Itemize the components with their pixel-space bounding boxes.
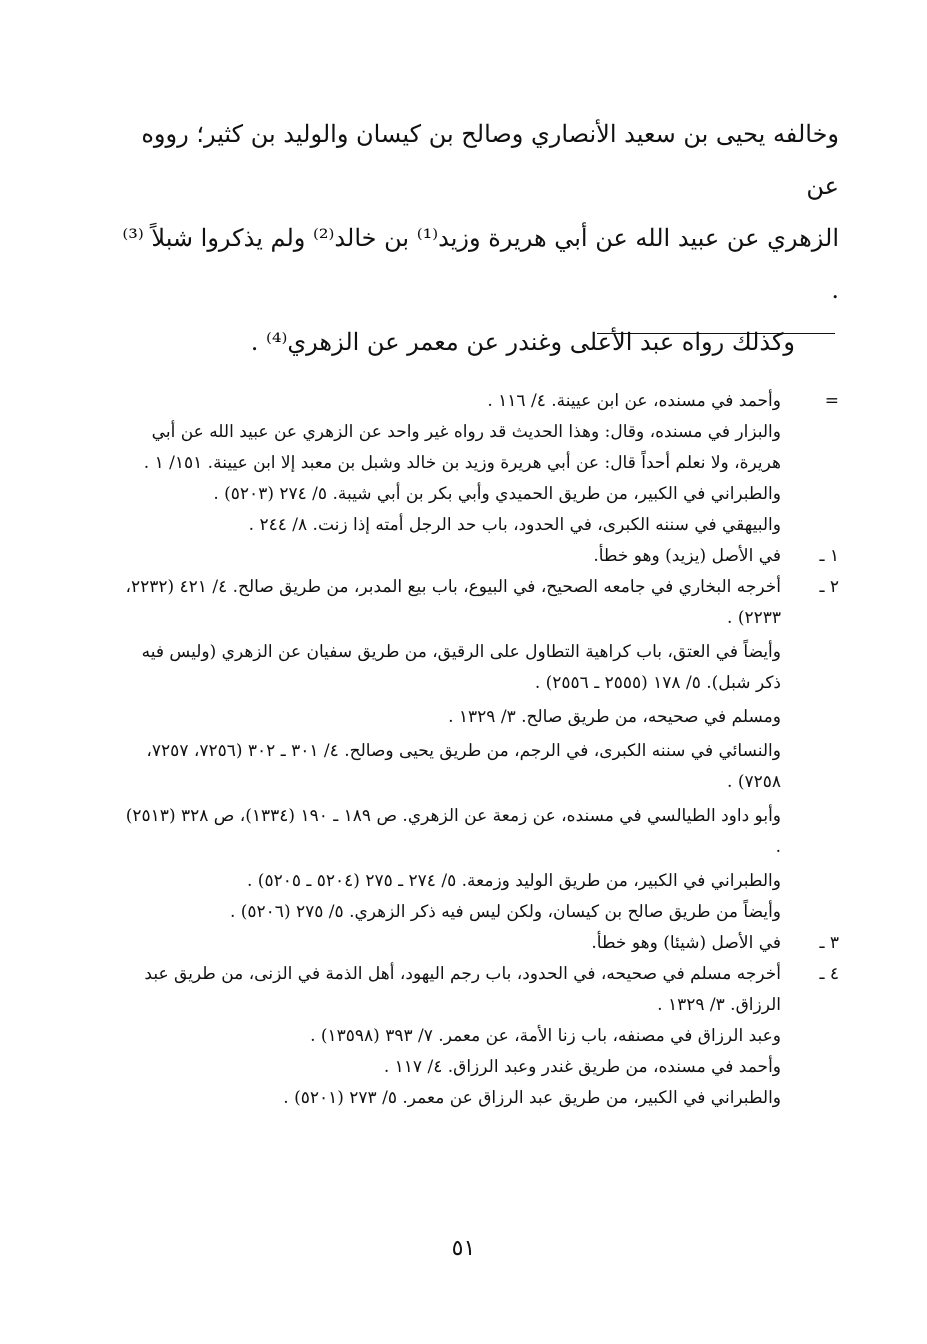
footnote-line: أخرجه مسلم في صحيحه، في الحدود، باب رجم اليهود، أهل الذمة في الزنى، من طريق عبد الرزاق. ٣/ ١٣٢٩ . bbox=[144, 964, 781, 1015]
footnote-line: في الأصل (شيئا) وهو خطأ. bbox=[591, 933, 781, 953]
footnote-line: والطبراني في الكبير، من طريق عبد الرزاق عن معمر. ٥/ ٢٧٣ (٥٢٠١) . bbox=[283, 1088, 781, 1108]
footnote-line: وأحمد في مسنده، من طريق غندر وعبد الرزاق. ٤/ ١١٧ . bbox=[383, 1057, 781, 1077]
footnote-line: والنسائي في سننه الكبرى، في الرجم، من طريق يحيى وصالح. ٤/ ٣٠١ ـ ٣٠٢ (٧٢٥٦، ٧٢٥٧، ٧٢٥٨) . bbox=[146, 741, 781, 792]
footnote-line: والبزار في مسنده، وقال: وهذا الحديث قد رواه غير واحد عن الزهري عن عبيد الله عن أبي هريرة، ولا نعلم أحداً قال: عن أبي هريرة وزيد بن خالد وشبل بن معبد إلا ابن عيينة. ١٥١/ ١ . bbox=[143, 422, 781, 473]
footnote-continuation bbox=[120, 417, 839, 541]
main-line: وكذلك رواه عبد الأعلى وغندر عن معمر عن الزهري⁽⁴⁾ . bbox=[250, 328, 795, 356]
footnote-1 bbox=[120, 541, 839, 572]
footnote-3 bbox=[120, 928, 839, 959]
main-text bbox=[120, 108, 839, 368]
main-line: الزهري عن عبيد الله عن أبي هريرة وزيد⁽¹⁾ بن خالد⁽²⁾ ولم يذكروا شبلاً ⁽³⁾ . bbox=[122, 224, 839, 304]
footnote-number: ٢ ـ bbox=[819, 577, 839, 597]
footnote-continuation bbox=[120, 386, 839, 417]
footnotes bbox=[120, 386, 839, 1114]
footnote-separator bbox=[597, 333, 835, 334]
footnote-line: والطبراني في الكبير، من طريق الحميدي وأبي بكر بن أبي شيبة. ٥/ ٢٧٤ (٥٢٠٣) . bbox=[213, 484, 781, 504]
main-line: وخالفه يحيى بن سعيد الأنصاري وصالح بن كيسان والوليد بن كثير؛ رووه عن bbox=[141, 120, 839, 200]
footnote-line: والطبراني في الكبير، من طريق الوليد وزمعة. ٥/ ٢٧٤ ـ ٢٧٥ (٥٢٠٤ ـ ٥٢٠٥) . bbox=[246, 871, 781, 891]
page-number: ٥١ bbox=[451, 1236, 476, 1261]
continuation-mark: = bbox=[824, 391, 839, 411]
footnote-line: ومسلم في صحيحه، من طريق صالح. ٣/ ١٣٢٩ . bbox=[448, 707, 781, 727]
footnote-line: في الأصل (يزيد) وهو خطأ. bbox=[593, 546, 781, 566]
footnote-text bbox=[120, 386, 781, 417]
footnote-number: ٣ ـ bbox=[819, 933, 839, 953]
footnote-number: ٤ ـ bbox=[819, 964, 839, 984]
footnote-line: وأيضاً في العتق، باب كراهية التطاول على الرقيق، من طريق سفيان عن الزهري (وليس فيه ذكر شبل). ٥/ ١٧٨ (٢٥٥٥ ـ ٢٥٥٦) . bbox=[141, 642, 781, 693]
footnote-line: وأبو داود الطيالسي في مسنده، عن زمعة عن الزهري. ص ١٨٩ ـ ١٩٠ (١٣٣٤)، ص ٣٢٨ (٢٥١٣) . bbox=[125, 806, 781, 857]
footnote-line: وأحمد في مسنده، عن ابن عيينة. ٤/ ١١٦ . bbox=[487, 391, 781, 411]
footnote-line: أخرجه البخاري في جامعه الصحيح، في البيوع، باب بيع المدبر، من طريق صالح. ٤/ ٤٢١ (٢٢٣٢، ٢٢٣٣) . bbox=[125, 577, 781, 628]
footnote-2 bbox=[120, 572, 839, 928]
footnote-line: وأيضاً من طريق صالح بن كيسان، ولكن ليس فيه ذكر الزهري. ٥/ ٢٧٥ (٥٢٠٦) . bbox=[229, 902, 781, 922]
footnote-line: وعبد الرزاق في مصنفه، باب زنا الأمة، عن معمر. ٧/ ٣٩٣ (١٣٥٩٨) . bbox=[310, 1026, 781, 1046]
footnote-line: والبيهقي في سننه الكبرى، في الحدود، باب حد الرجل أمته إذا زنت. ٨/ ٢٤٤ . bbox=[248, 515, 781, 535]
footnote-number: ١ ـ bbox=[819, 546, 839, 566]
footnote-4 bbox=[120, 959, 839, 1114]
